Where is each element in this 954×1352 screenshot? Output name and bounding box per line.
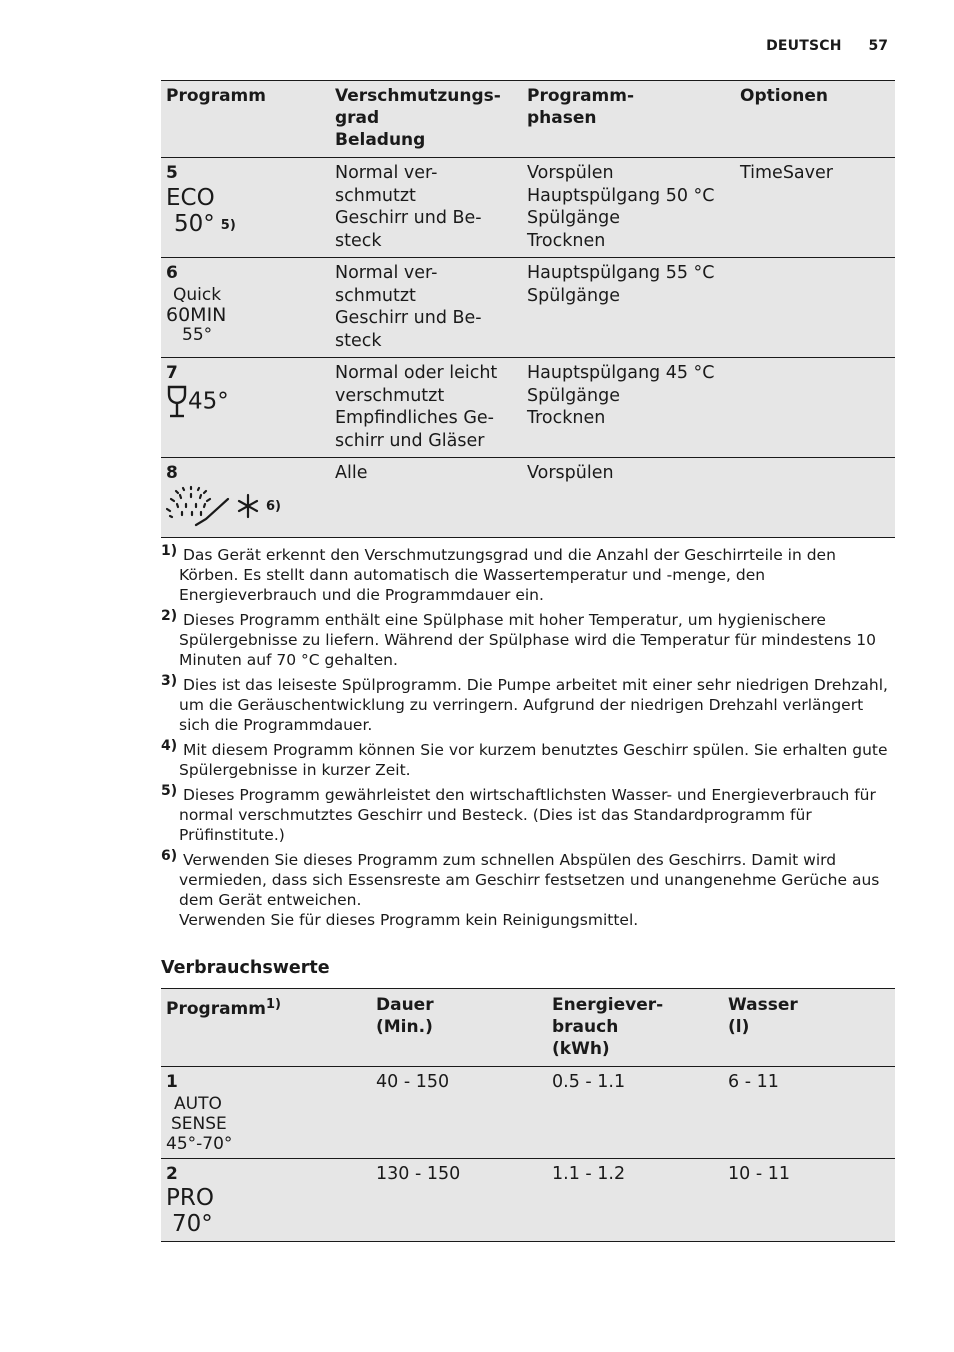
footnote [161,610,895,670]
footnote-text: Dies ist das leiseste Spülprogramm. Die Pumpe arbeitet mit einer sehr niedrigen Drehzahl, um die Geräuschentwicklung zu verringern. Aufgrund der niedrigen Drehzahl verlängert sich die Programmdauer. [179,676,888,734]
footnote [161,675,895,735]
phases-cell: Hauptspülgang 55 °C Spülgänge [522,258,735,358]
footnote-mark: 4) [161,738,178,754]
phases-cell: Hauptspülgang 45 °C Spülgänge Trocknen [522,358,735,458]
table-row [161,1158,895,1242]
page-number: 57 [868,38,888,54]
program-number: 8 [166,463,178,483]
program-cell [161,458,330,538]
col-header-program: Programm [161,81,330,158]
footnote-text: Verwenden Sie dieses Programm zum schnellen Abspülen des Geschirrs. Damit wird vermieden, dass sich Essensreste am Geschirr festsetzen und unangenehme Gerüche aus dem Gerät entweichen. [179,851,880,909]
energy-cell: 1.1 - 1.2 [547,1158,723,1242]
program-symbol-60min: 60MIN [166,303,227,326]
program-cell [161,1067,371,1159]
table-row [161,158,895,258]
footnotes [161,545,895,935]
col-header-soil: Verschmutzungs- grad Beladung [330,81,522,158]
rinse-hold-icon [166,485,262,529]
program-number: 6 [166,263,178,283]
footnote-text: Das Gerät erkennt den Verschmutzungsgrad und die Anzahl der Geschirrteile in den Körben. Es stellt dann automatisch die Wassertemperatur und -menge, den Energieverbrauch und die Programmdauer ein. [179,546,836,604]
program-symbol-sense: SENSE [171,1113,227,1134]
footnote [161,545,895,605]
program-symbol-temp: 55° [182,324,213,345]
col-header-energy: Energiever- brauch (kWh) [547,989,723,1067]
footnote-mark: 1) [161,543,178,559]
phases-cell: Vorspülen Hauptspülgang 50 °C Spülgänge Trocknen [522,158,735,258]
program-symbol-quick: Quick [173,284,222,305]
temp-label: 45° [188,388,229,414]
options-cell [735,358,895,458]
col-header-program [161,989,371,1067]
program-symbol-temp [166,211,325,239]
options-cell [735,258,895,358]
page-header [766,38,888,54]
program-cell [161,358,330,458]
table-header-row [161,81,895,158]
footnote-mark: 5) [161,783,178,799]
phases-cell: Vorspülen [522,458,735,538]
col-header-program-label: Programm [166,999,266,1019]
col-header-phases: Programm- phasen [522,81,735,158]
program-symbol-temp: 45°-70° [166,1133,233,1154]
footnote-ref: 6) [266,498,281,514]
program-cell [161,1158,371,1242]
water-cell: 10 - 11 [723,1158,895,1242]
program-symbol-auto: AUTO [174,1093,222,1114]
program-symbol-temp: 70° [172,1211,213,1237]
program-number: 1 [166,1072,178,1092]
program-symbol-pro: PRO [166,1185,214,1211]
footnote-text: Dieses Programm gewährleistet den wirtschaftlichsten Wasser- und Energieverbrauch für normal verschmutztes Geschirr und Besteck. (Dies ist das Standardprogramm für Prüfinstitute.) [179,786,876,844]
col-header-options: Optionen [735,81,895,158]
footnote-mark: 3) [161,673,178,689]
soil-cell: Normal ver- schmutzt Geschirr und Be- steck [330,158,522,258]
options-cell [735,458,895,538]
options-cell: TimeSaver [735,158,895,258]
program-table [161,80,895,538]
program-symbol-eco: ECO [166,184,215,211]
program-cell [161,258,330,358]
section-title: Verbrauchswerte [161,958,330,978]
footnote-ref: 1) [265,997,281,1012]
footnote-mark: 2) [161,608,178,624]
col-header-water: Wasser (l) [723,989,895,1067]
soil-cell: Normal oder leicht verschmutzt Empfindliches Ge- schirr und Gläser [330,358,522,458]
consumption-table [161,988,895,1242]
soil-cell: Alle [330,458,522,538]
program-cell [161,158,330,258]
footnote-mark: 6) [161,848,178,864]
wine-glass-icon [166,385,188,419]
table-row [161,258,895,358]
footnote [161,785,895,845]
program-number: 7 [166,363,178,383]
footnote-ref: 5) [220,217,236,233]
program-symbol [166,385,325,419]
footnote-text: Dieses Programm enthält eine Spülphase mit hoher Temperatur, um hygienischere Spülergebnisse zu liefern. Während der Spülphase wird die Temperatur für mindestens 10 Minuten auf 70 °C gehalten. [179,611,877,669]
footnote [161,740,895,780]
soil-cell: Normal ver- schmutzt Geschirr und Be- steck [330,258,522,358]
water-cell: 6 - 11 [723,1067,895,1159]
table-header-row [161,989,895,1067]
program-number: 2 [166,1163,178,1184]
duration-cell: 40 - 150 [371,1067,547,1159]
duration-cell: 130 - 150 [371,1158,547,1242]
table-row [161,458,895,538]
program-number: 5 [166,163,178,183]
table-row [161,358,895,458]
col-header-duration: Dauer (Min.) [371,989,547,1067]
section-label: DEUTSCH [766,38,842,54]
footnote-text-2: Verwenden Sie für dieses Programm kein Reinigungsmittel. [179,911,639,929]
energy-cell: 0.5 - 1.1 [547,1067,723,1159]
footnote-text: Mit diesem Programm können Sie vor kurzem benutztes Geschirr spülen. Sie erhalten gute Spülergebnisse in kurzer Zeit. [179,741,888,779]
temp-label: 50° [174,210,215,237]
footnote [161,850,895,930]
table-row [161,1067,895,1159]
